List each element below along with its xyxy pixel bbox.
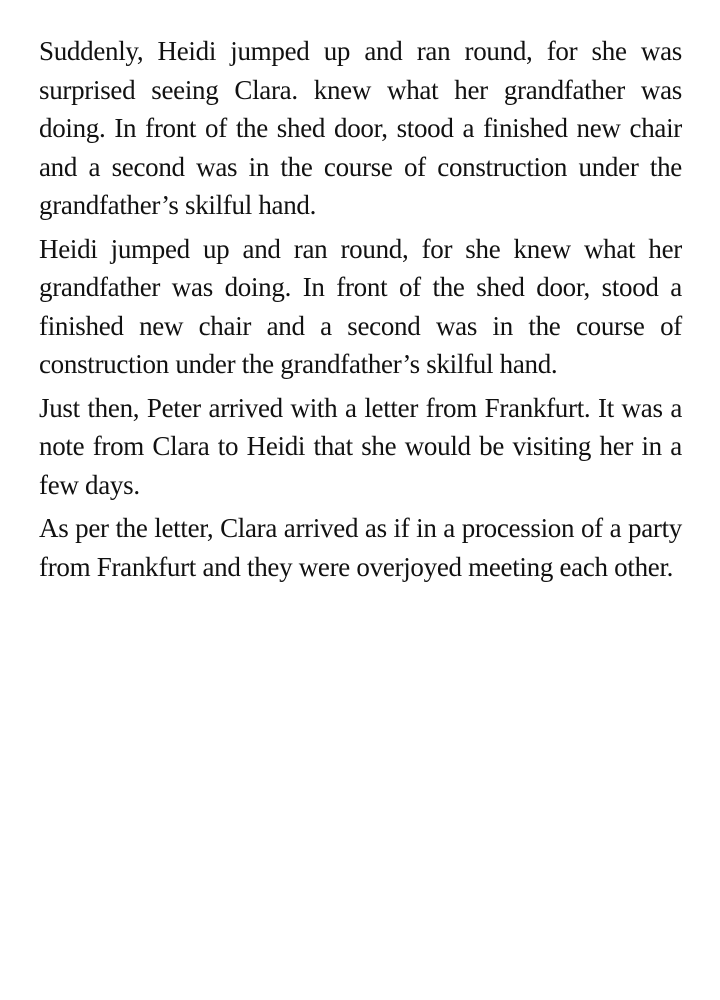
paragraph-3: Just then, Peter arrived with a letter from Frankfurt. It was a note from Clara to Heidi that she would be visiting her in a few days. [39,392,682,500]
paragraph-1: Suddenly, Heidi jumped up and ran round, for she was surprised seeing Clara. knew what her grandfather was doing. In front of the shed door, stood a finished new chair and a second was in the course of construction under the grandfather’s skilful hand. [39,36,682,220]
paragraph-2: Heidi jumped up and ran round, for she knew what her grandfather was doing. In front of the shed door, stood a finished new chair and a second was in the course of construction under the grandfather’s skilful hand. [39,233,682,379]
story-page [39,32,682,591]
paragraph-4: As per the letter, Clara arrived as if in a procession of a party from Frankfurt and they were overjoyed meeting each other. [39,513,682,582]
